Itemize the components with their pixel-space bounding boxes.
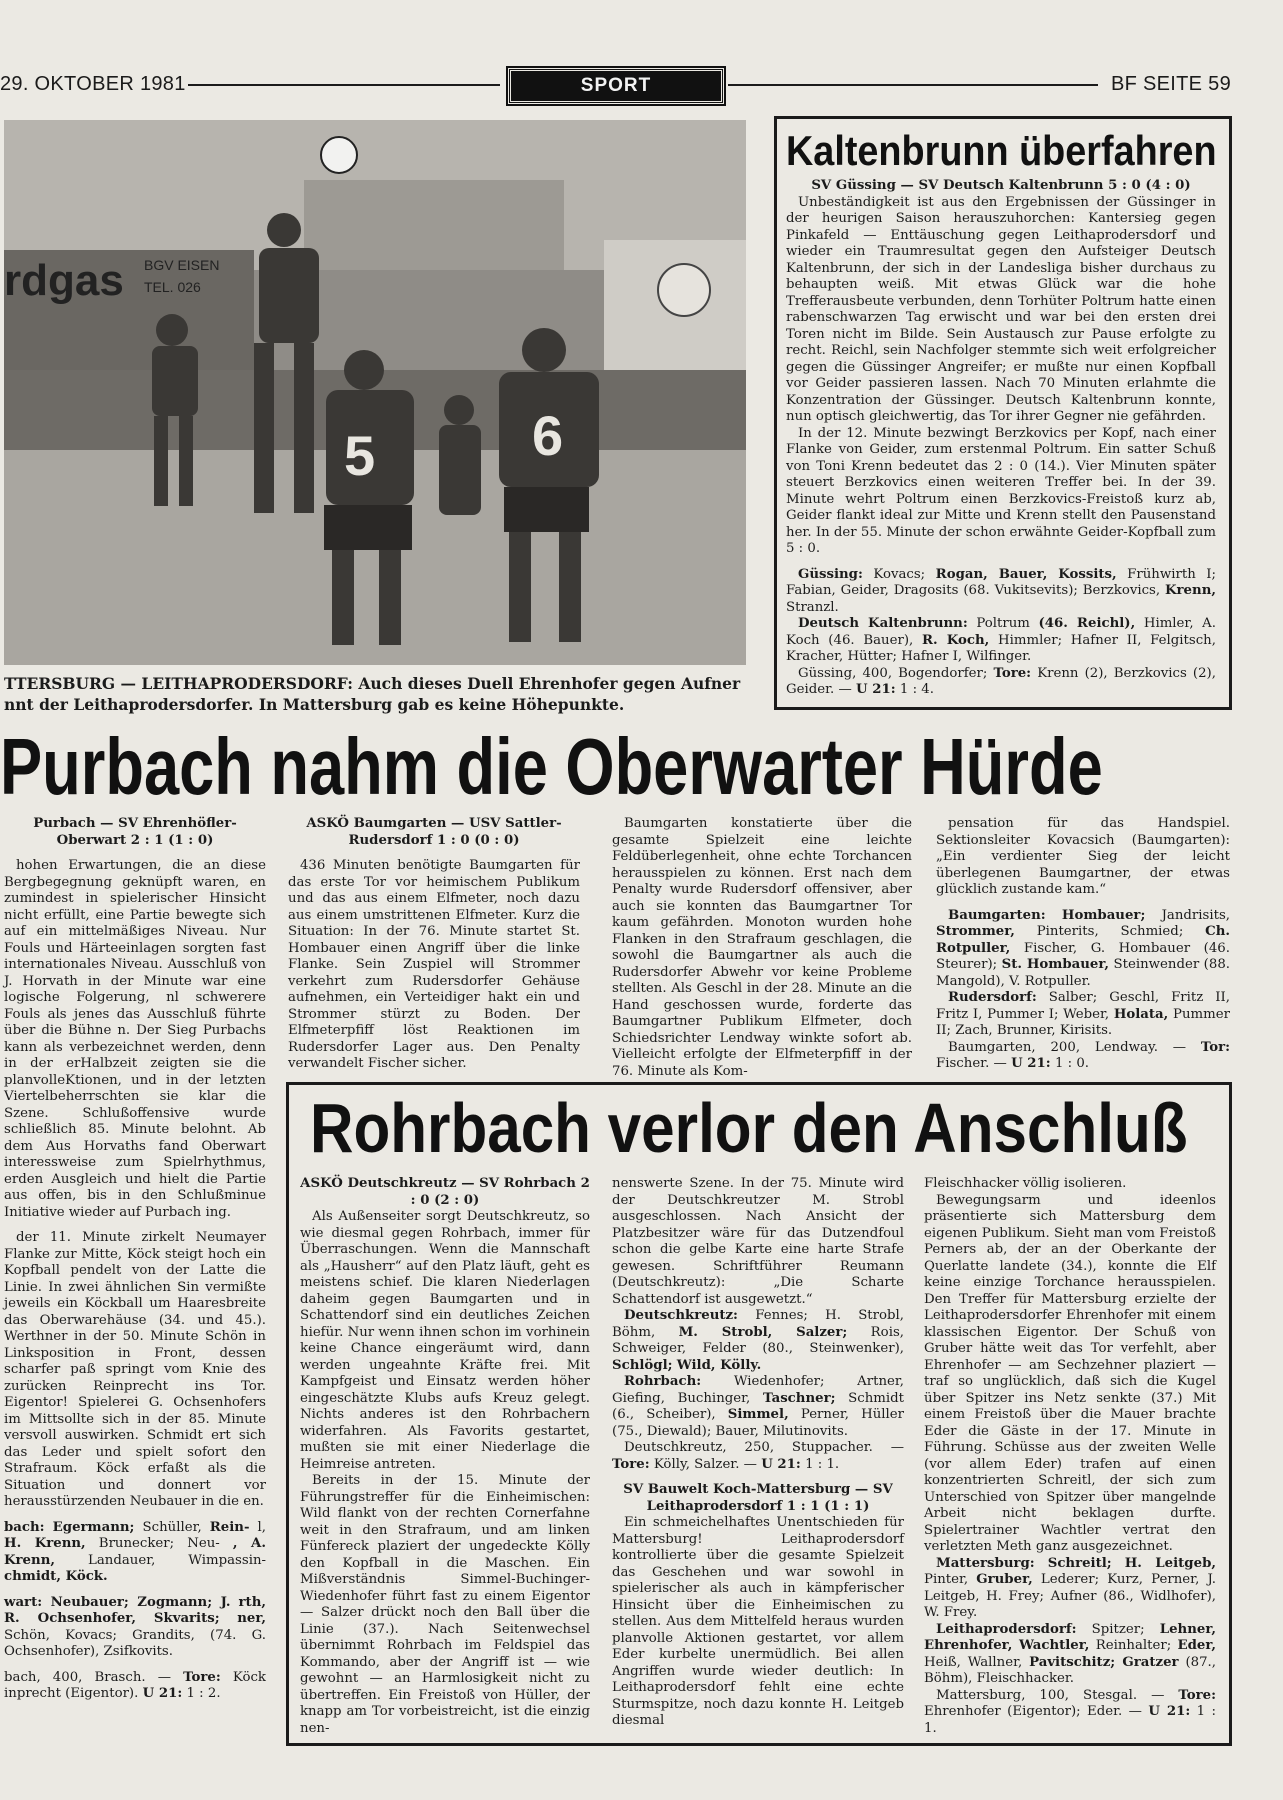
purbach-subhead: Purbach — SV Ehrenhöfler-Oberwart 2 : 1 (1 : 0) <box>33 816 237 848</box>
mattersburg-paragraph-1: Ein schmeichelhaftes Unentschieden für Mattersburg! Leithaprodersdorf kontrollierte über die gesamte Spielzeit das Geschehen und war sowohl in spielerischer als auch in kämpferischer Hinsicht über die Einheimischen zu stellen. Aus dem Mittelfeld heraus wurden planvolle Aktionen gestartet, vor allem Eder kurbelte unermüdlich. Bei allen Angriffen wurde wieder deutlich: In Leithaprodersdorf fehlt eine echte Sturmspitze, noch dazu konnte H. Leitgeb diesmal <box>612 1515 904 1728</box>
baumgarten-subhead: ASKÖ Baumgarten — USV Sattler-Rudersdorf 1 : 0 (0 : 0) <box>306 816 562 848</box>
jersey-number-6: 6 <box>532 404 564 467</box>
baumgarten-paragraph-3: pensation für das Handspiel. Sektionsleiter Kovacsich (Baumgarten): „Ein verdienter Sieg der leicht überlegenen Baumgartner, der etwas glücklich zustande kam.“ <box>936 816 1230 897</box>
issue-date: 29. OKTOBER 1981 <box>0 73 186 95</box>
kaltenbrunn-summary: Güssing, 400, Bogendorfer; Tore: Krenn (2), Berzkovics (2), Geider. — U 21: 1 : 4. <box>786 665 1216 697</box>
rohrbach-subhead: ASKÖ Deutschkreutz — SV Rohrbach 2 : 0 (2 : 0) <box>300 1176 590 1208</box>
purbach-article <box>4 816 266 1703</box>
purbach-paragraph-1: hohen Erwartungen, die an diese Bergbegegnung geknüpft waren, en zumindest in spielerischer Hinsicht nicht erfüllt, eine Partie bewegte sich auf ein mittelmäßiges Niveau. Nur Fouls und Härteeinlagen sorgten fast internationales Niveau. Ausschluß von J. Horvath in der Minute war eine logische Folgerung, nl schwerere Fouls als jenes das Ausschluß führte über die Bühne n. Der Sieg Purbachs kann als verbezeichnet werden, denn in der erHalbzeit zeigten sie die planvolleKtionen, und in der letzten Viertelbeherrschten sie klar die Szene. Schlußoffensive wurde schließlich 85. Minute belohnt. Ab dem Aus Horvaths fand Oberwart interessweise zum Spielrhythmus, erden Ausgleich und hielt die Partie aus offen, bis in den Schlußminue Initiative wieder auf Purbach ing. <box>4 858 266 1220</box>
rohrbach-article-col-2 <box>612 1176 904 1730</box>
purbach-paragraph-2: der 11. Minute zirkelt Neumayer Flanke zur Mitte, Köck steigt hoch ein Kopfball pendelt von der Latte die Linie. In zwei ähnlichen Sin vermißte jeweils ein Köckball um Haaresbreite das Oberwarehäuse (34. und 45.). Werthner in der 50. Minute Schön in Linksposition in Front, dessen scharfer paß springt vom Knie des zurücken Reinprecht ins Tor. Eigentor! Spielerei G. Ochsenhofers im Mittsollte sich in der 85. Minute versvoll auswirken. Schmidt ert sich das Leder und spielt sofort den Strafraum. Köck erfaßt als die Situation und donnert vor herausstürzenden Neubauer in die en. <box>4 1230 266 1509</box>
rohrbach-paragraph-2: Bereits in der 15. Minute der Führungstreffer für die Einheimischen: Wild flankt von der rechten Cornerfahne weit in den Strafraum, und am linken Fünfereck plaziert der ungedeckte Kölly den Kopfball in die Maschen. Ein Mißverständnis Simmel-Buchinger-Wiedenhofer führt fast zu einem Eigentor — Salzer drückt noch den Ball über die Linie (37.). Nach Seitenwechsel übernimmt Rohrbach im Feldspiel das Kommando, aber der Angriff ist — wie gewohnt — an Harmlosigkeit nicht zu übertreffen. Ein Freistoß von Hüller, der knapp am Tor vorbeistreicht, ist die einzig nen- <box>300 1473 590 1736</box>
kaltenbrunn-paragraph-1: Unbeständigkeit ist aus den Ergebnissen der Güssinger in der heurigen Saison herauszuhorchen: Kantersieg gegen Pinkafeld — Enttäuschung gegen Leithaprodersdorf und wieder ein Traumresultat gegen den Aufsteiger Deutsch Kaltenbrunn, der sich in der Landesliga bisher durchaus zu behaupten weiß. Mit etwas Glück war die hohe Trefferausbeute verbunden, denn Torhüter Poltrum hatte einen rabenschwarzen Tag erwischt und war bei den ersten drei Toren nicht im Bilde. Sein Austausch zur Pause erfolgte zu recht. Reichl, sein Nachfolger stemmte sich weit erfolgreicher gegen die Güssinger Angreifer; er mußte nur einen Kopfball vor Geider passieren lassen. Nach 70 Minuten erlahmte die Konzentration der Güssinger. Deutsch Kaltenbrunn konnte, nun optisch gleichwertig, das Tor ihrer Gegner nie gefährden. <box>786 194 1216 424</box>
rohrbach-article-col-3 <box>924 1176 1216 1737</box>
rohrbach-headline: Rohrbach verlor den Anschluß <box>310 1089 1188 1167</box>
banner-tel-text: TEL. 026 <box>144 279 201 295</box>
mattersburg-paragraph-3: Bewegungsarm und ideenlos präsentierte sich Mattersburg dem eigenen Publikum. Sieht man vom Freistoß Perners ab, der an der Oberkante der Querlatte landete (34.), konnte die Elf keine einzige Torchance herausspielen. Den Treffer für Mattersburg erzielte der Leithaprodersdorfer Ehrenhofer mit einem klassischen Eigentor. Der Schuß von Gruber hätte weit das Tor verfehlt, aber Ehrenhofer — am Sechzehner plaziert — traf so unglücklich, daß sich die Kugel über Spitzer ins Netz senkte (37.) Mit einem Freistoß über die Mauer brachte Eder die Gäste in der 17. Minute in Führung. Schüsse aus der zweiten Welle (vor allem Eder) trafen auf einen konzentrierten Schreitl, der sich zum Unterschied von Spitzer über mangelnde Arbeit nicht beklagen durfte. Spielertrainer Wachtler vertrat den verletzten Meth ganz ausgezeichnet. <box>924 1192 1216 1554</box>
header-rule-left <box>188 84 500 86</box>
football-scene-illustration <box>4 120 746 665</box>
baumgarten-paragraph-1: 436 Minuten benötigte Baumgarten für das erste Tor vor heimischem Publikum und das aus einem Elfmeter, noch dazu aus einem umstrittenen Elfmeter. Kurz die Situation: In der 76. Minute startet St. Hombauer einen Angriff über die linke Flanke. Sein Zuspiel will Strommer verkehrt zum Rudersdorfer Gehäuse aufnehmen, ein Verteidiger hakt ein und Strommer stürzt zu Boden. Der Elfmeterpfiff löst Reaktionen im Rudersdorfer Lager aus. Den Penalty verwandelt Fischer sicher. <box>288 858 580 1071</box>
rohrbach-paragraph-3: nenswerte Szene. In der 75. Minute wird der Deutschkreutzer M. Strobl ausgeschlossen. Nach Ansicht der Platzbesitzer wäre für das Dutzendfoul schon die gelbe Karte eine harte Strafe gewesen. Schriftführer Reumann (Deutschkreutz): „Die Scharte Schattendorf ist ausgewetzt.“ <box>612 1176 904 1307</box>
kaltenbrunn-headline: Kaltenbrunn überfahren <box>786 127 1217 174</box>
jersey-number-5: 5 <box>344 424 376 487</box>
mattersburg-paragraph-2: Fleischhacker völlig isolieren. <box>924 1176 1127 1191</box>
kaltenbrunn-subhead: SV Güssing — SV Deutsch Kaltenbrunn 5 : 0 (4 : 0) <box>811 178 1191 193</box>
baumgarten-article-col-1 <box>288 816 580 1073</box>
guessing-lineup: Güssing: Kovacs; Rogan, Bauer, Kossits, Frühwirth I; Fabian, Geider, Dragosits (68. Vukitsevits); Berzkovics, Krenn, Stranzl. <box>786 566 1216 615</box>
baumgarten-summary: Baumgarten, 200, Lendway. — Tor: Fischer. — U 21: 1 : 0. <box>936 1039 1230 1071</box>
caption-line-1: TTERSBURG — LEITHAPRODERSDORF: Auch dieses Duell Ehrenhofer gegen Aufner <box>4 674 741 693</box>
mattersburg-lineup: Mattersburg: Schreitl; H. Leitgeb, Pinter, Gruber, Lederer; Kurz, Perner, J. Leitgeb, H. Frey; Aufner (86., Widlhofer), W. Frey. <box>924 1555 1216 1620</box>
baumgarten-paragraph-2: Baumgarten konstatierte über die gesamte Spielzeit eine leichte Feldüberlegenheit, ohne echte Torchancen herausspielen zu können. Erst nach dem Penalty wurde Rudersdorf offensiver, aber auch sie konnten das Baumgartner Tor kaum gefährden. Monoton wurden hohe Flanken in den Strafraum geschlagen, die sowohl die Baumgartner als auch die Rudersdorfer Abwehr vor keine Probleme stellten. Als Geschl in der 28. Minute an die Hand geschossen wurde, forderte das Baumgartner Publikum Elfmeter, doch Schiedsrichter Lendway winkte sofort ab. Vielleicht erfolgte der Elfmeterpfiff in der 76. Minute als Kom- <box>612 816 912 1079</box>
purbach-headline: Purbach nahm die Oberwarter Hürde <box>0 722 1103 811</box>
deutschkreutz-lineup: Deutschkreutz: Fennes; H. Strobl, Böhm, M. Strobl, Salzer; Rois, Schweiger, Felder (80., Steinwenker), Schlögl; Wild, Kölly. <box>612 1308 904 1373</box>
leithaprodersdorf-lineup: Leithaprodersdorf: Spitzer; Lehner, Ehrenhofer, Wachtler, Reinhalter; Eder, Heiß, Wallner, Pavitschitz; Gratzer (87., Böhm), Fleischhacker. <box>924 1621 1217 1686</box>
kaltenbrunn-paragraph-2: In der 12. Minute bezwingt Berzkovics per Kopf, nach einer Flanke von Geider, zum erstenmal Poltrum. Ein satter Schuß von Toni Krenn bedeutet das 2 : 0 (14.). Vier Minuten später steuert Berzkovics einen weiteren Treffer bei. In der 39. Minute wehrt Poltrum einen Berzkovics-Freistoß kurz ab, Geider flankt ideal zur Mitte und Krenn stellt den Pausenstand her. In der 55. Minute der schon erwähnte Geider-Kopfball zum 5 : 0. <box>786 425 1216 556</box>
rohrbach-paragraph-1: Als Außenseiter sorgt Deutschkreutz, so wie diesmal gegen Rohrbach, immer für Überraschungen. Wenn die Mannschaft als „Hausherr“ auf den Platz läuft, geht es meistens schief. Die klaren Niederlagen daheim gegen Baumgarten und in Schattendorf sind ein deutliches Zeichen hiefür. Nur wenn ihnen schon im vorhinein keine Chance eingeräumt wird, dann werden ungeahnte Kräfte frei. Mit Kampfgeist und Einsatz werden höher eingeschätzte Klubs aufs Kreuz gelegt. Nichts anderes ist den Rohrbachern widerfahren. Als Favorits gestartet, mußten sie mit einer Niederlage die Heimreise antreten. <box>300 1209 590 1472</box>
rohrbach-article-col-1 <box>300 1176 590 1737</box>
photo-caption <box>4 673 752 715</box>
rohrbach-lineup: Rohrbach: Wiedenhofer; Artner, Giefing, Buchinger, Taschner; Schmidt (6., Scheiber), Simmel, Perner, Hüller (75., Diewald); Bauer, Milutinovits. <box>612 1374 905 1439</box>
baumgarten-article-col-3 <box>936 816 1230 1073</box>
baumgarten-lineup: Baumgarten: Hombauer; Jandrisits, Strommer, Pinterits, Schmied; Ch. Rotpuller, Fischer, G. Hombauer (46. Steurer); St. Hombauer, Steinwender (88. Mangold), V. Rotpuller. <box>936 907 1231 989</box>
mattersburg-subhead: SV Bauwelt Koch-Mattersburg — SV Leithaprodersdorf 1 : 1 (1 : 1) <box>623 1482 893 1514</box>
caption-line-2: nnt der Leithaprodersdorfer. In Mattersburg gab es keine Höhepunkte. <box>4 695 625 714</box>
purbach-lineup: bach: Egermann; Schüller, Rein- l, H. Krenn, Brunecker; Neu- , A. Krenn, Landauer, Wimpassin- chmidt, Köck. <box>4 1519 267 1584</box>
deutsch-kaltenbrunn-lineup: Deutsch Kaltenbrunn: Poltrum (46. Reichl), Himler, A. Koch (46. Bauer), R. Koch, Himmler; Hafner II, Felgitsch, Kracher, Hütter; Hafner I, Wilfinger. <box>786 616 1216 664</box>
purbach-summary: bach, 400, Brasch. — Tore: Köck inprecht (Eigentor). U 21: 1 : 2. <box>4 1669 266 1701</box>
banner-text: rdgas <box>4 256 124 305</box>
mattersburg-summary: Mattersburg, 100, Stesgal. — Tore: Ehrenhofer (Eigentor); Eder. — U 21: 1 : 1. <box>924 1687 1217 1736</box>
match-photo <box>4 120 746 665</box>
deutschkreutz-summary: Deutschkreutz, 250, Stuppacher. — Tore: Kölly, Salzer. — U 21: 1 : 1. <box>612 1440 904 1472</box>
page-number: BF SEITE 59 <box>1110 73 1231 95</box>
banner-sign-text: BGV EISEN <box>144 257 220 273</box>
section-label: SPORT <box>508 68 724 104</box>
oberwart-lineup: wart: Neubauer; Zogmann; J. rth, R. Ochsenhofer, Skvarits; ner, Schön, Kovacs; Grandits, (74. G. Ochsenhofer), Zsifkovits. <box>4 1594 266 1659</box>
kaltenbrunn-article <box>786 178 1216 699</box>
rudersdorf-lineup: Rudersdorf: Salber; Geschl, Fritz II, Fritz I, Pummer I; Weber, Holata, Pummer II; Zach, Brunner, Kirisits. <box>936 990 1230 1038</box>
header-rule-right <box>728 84 1098 86</box>
baumgarten-article-col-2 <box>612 816 912 1080</box>
